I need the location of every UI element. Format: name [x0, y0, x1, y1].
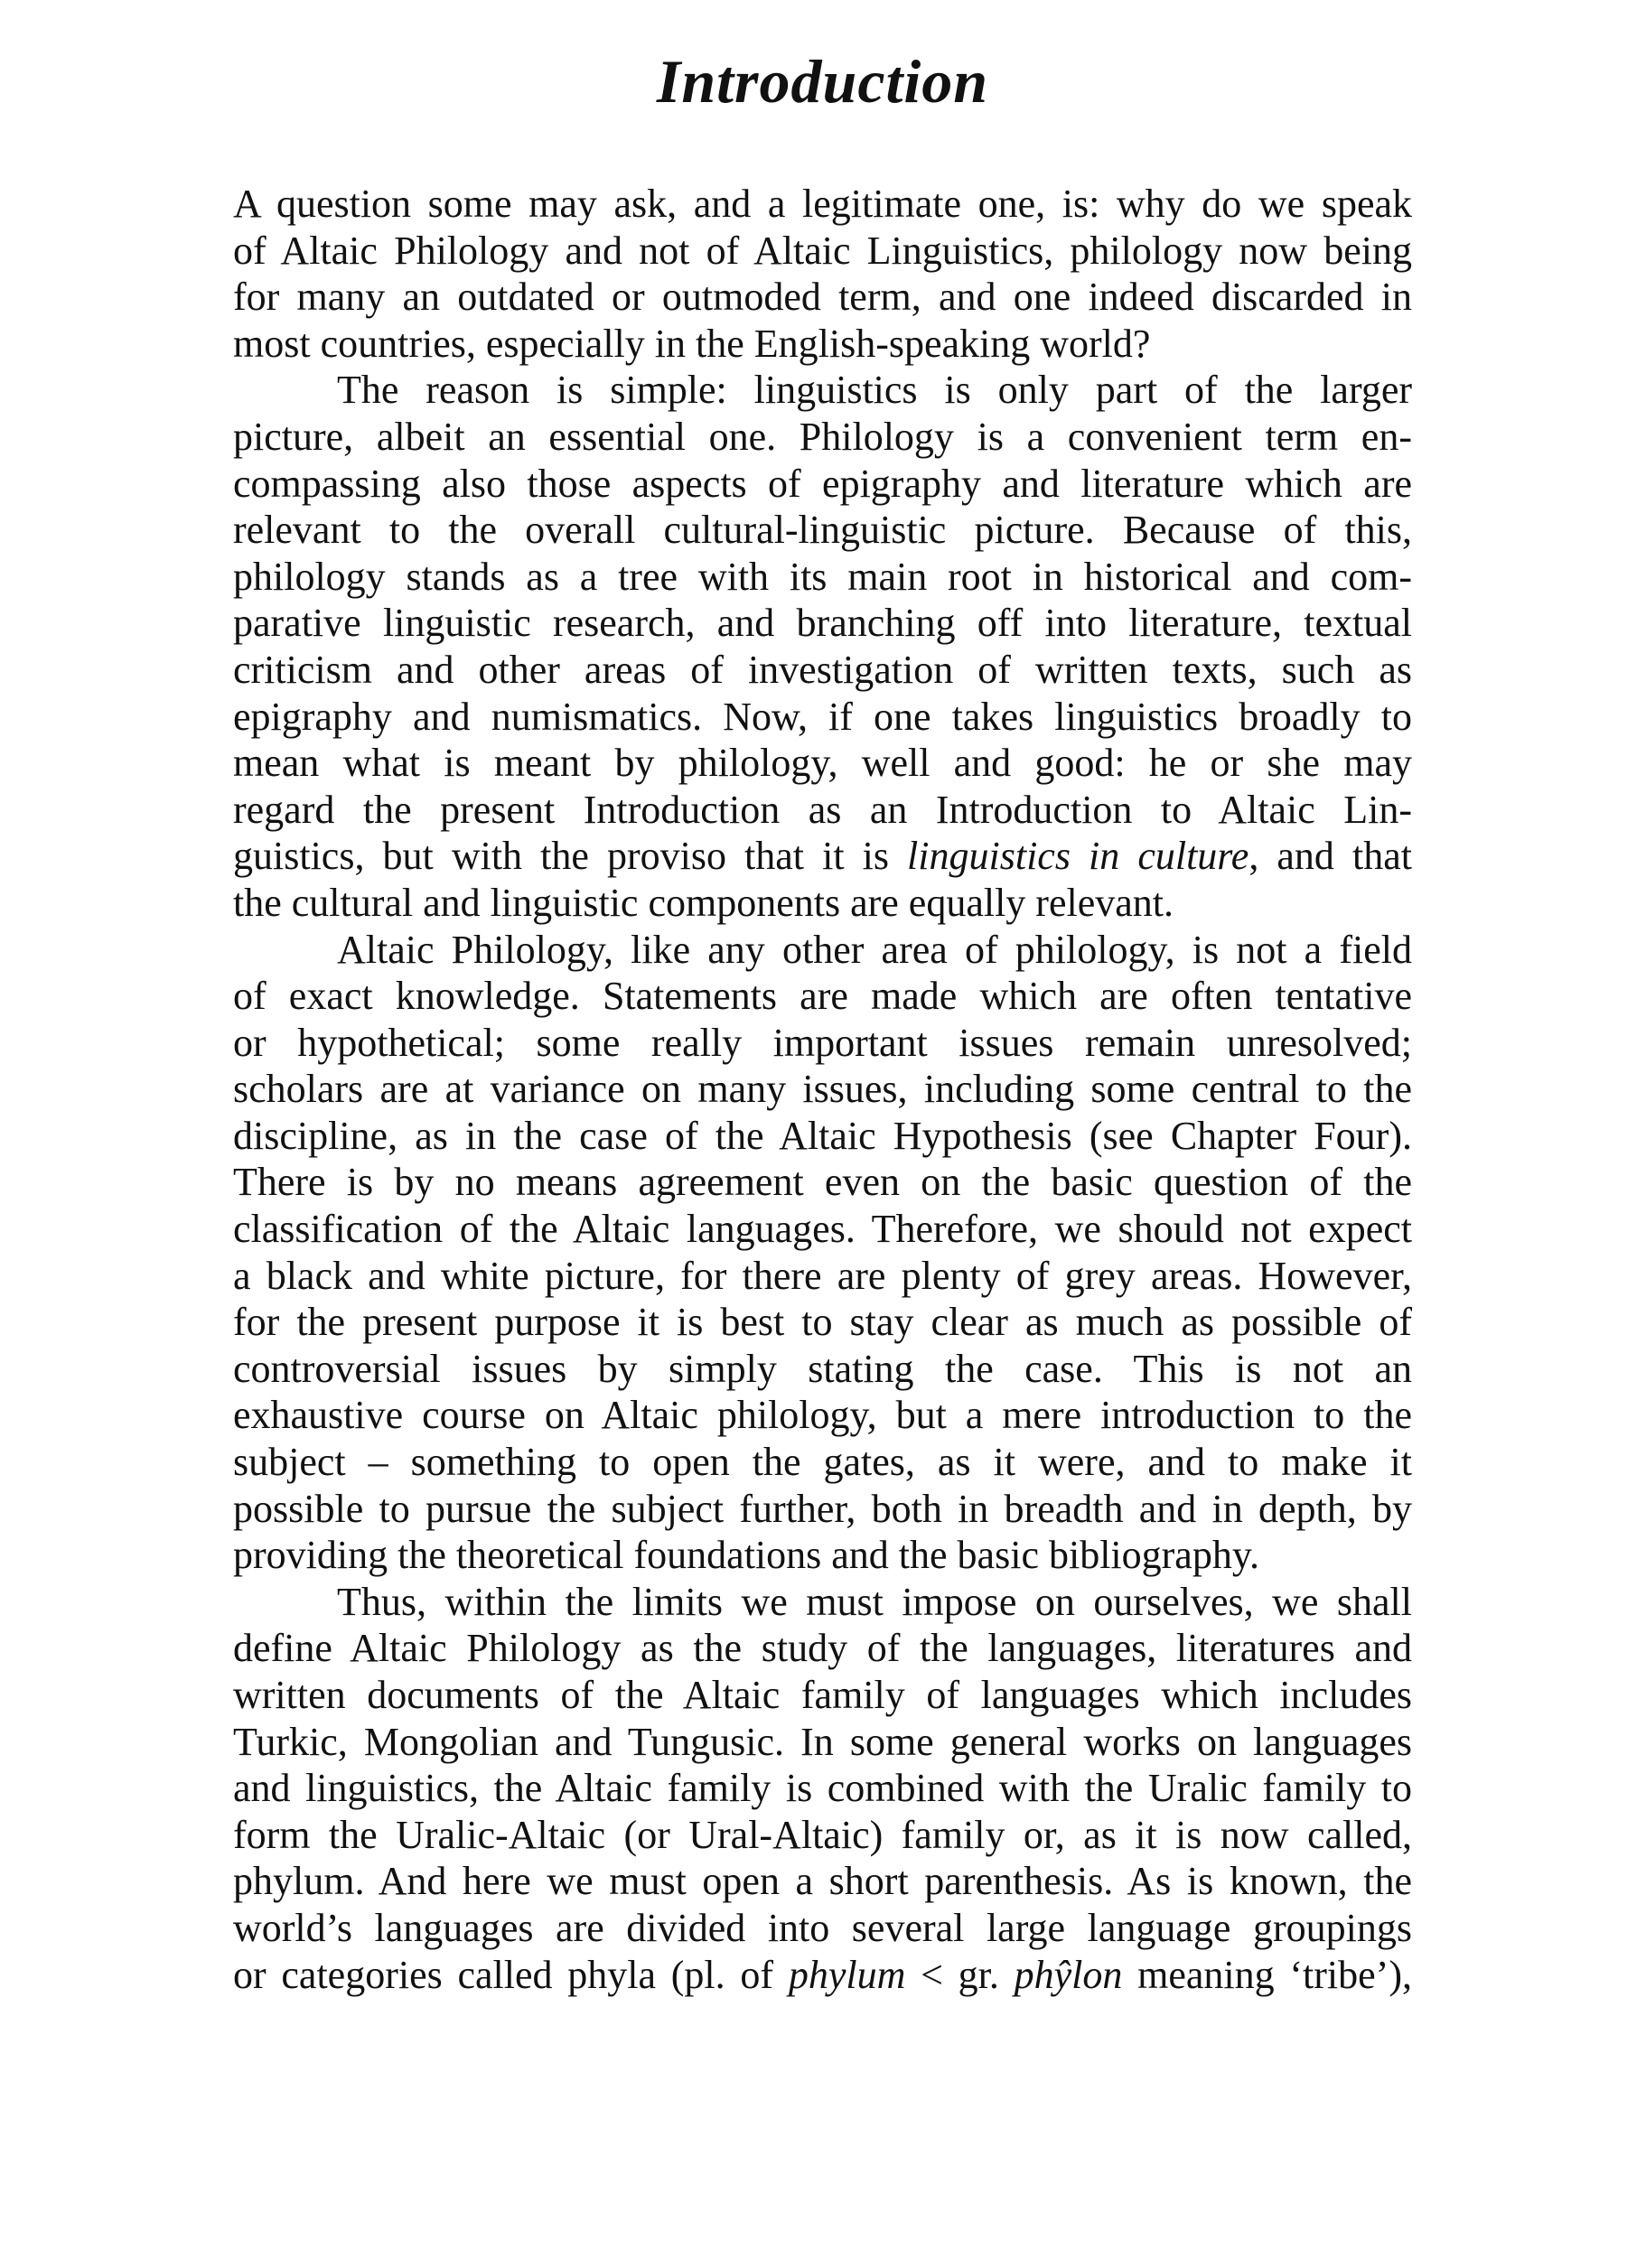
text-line: Altaic Philology, like any other area of philology, is not a field: [337, 927, 1412, 972]
text-line: phylum. And here we must open a short parenthesis. As is known, the: [233, 1859, 1412, 1904]
text-line: guistics, but with the proviso that it is linguistics in culture, and that: [233, 834, 1412, 879]
paragraph: [233, 181, 1412, 367]
text-line: The reason is simple: linguistics is only part of the larger: [337, 368, 1412, 413]
text-line: world’s languages are divided into several large language groupings: [233, 1905, 1412, 1950]
italic-term: linguistics in culture: [907, 834, 1249, 879]
text-line: parative linguistic research, and branching off into literature, textual: [233, 601, 1412, 646]
text-line: written documents of the Altaic family of languages which includes: [233, 1673, 1412, 1717]
text-line: mean what is meant by philology, well and good: he or she may: [233, 741, 1412, 786]
text-line: regard the present Introduction as an Introduction to Altaic Lin-: [233, 787, 1412, 832]
text-line: criticism and other areas of investigation of written texts, such as: [233, 647, 1412, 692]
text-line: subject – something to open the gates, as it were, and to make it: [233, 1440, 1412, 1485]
text-line: or categories called phyla (pl. of phylum < gr. phŷlon meaning ‘tribe’),: [233, 1952, 1412, 1997]
text-line: of Altaic Philology and not of Altaic Linguistics, philology now being: [233, 228, 1412, 273]
text-line: or hypothetical; some really important issues remain unresolved;: [233, 1020, 1412, 1065]
text-line: most countries, especially in the English-speaking world?: [233, 321, 1151, 366]
text-line: define Altaic Philology as the study of the languages, literatures and: [233, 1626, 1412, 1671]
text-line: Turkic, Mongolian and Tungusic. In some general works on languages: [233, 1719, 1412, 1764]
text-line: classification of the Altaic languages. Therefore, we should not expect: [233, 1207, 1412, 1252]
paragraph: [233, 1579, 1412, 1998]
text-line: scholars are at variance on many issues, including some central to the: [233, 1067, 1412, 1112]
text-line: Thus, within the limits we must impose on ourselves, we shall: [337, 1579, 1412, 1624]
text-line: relevant to the overall cultural-linguistic picture. Because of this,: [233, 508, 1412, 553]
italic-term: phylum: [788, 1952, 906, 1997]
text-line: picture, albeit an essential one. Philology is a convenient term en-: [233, 414, 1412, 459]
page: [233, 36, 1412, 1998]
text-line: of exact knowledge. Statements are made which are often tentative: [233, 974, 1412, 1019]
body-text: [233, 181, 1412, 1998]
text-line: the cultural and linguistic components are equally relevant.: [233, 880, 1174, 925]
italic-term: phŷlon: [1014, 1952, 1123, 1997]
chapter-title: Introduction: [656, 47, 989, 116]
text-line: for the present purpose it is best to stay clear as much as possible of: [233, 1300, 1412, 1345]
text-line: compassing also those aspects of epigraphy and literature which are: [233, 461, 1412, 506]
text-line: form the Uralic-Altaic (or Ural-Altaic) family or, as it is now called,: [233, 1812, 1412, 1857]
text-line: There is by no means agreement even on the basic question of the: [233, 1160, 1412, 1205]
text-line: exhaustive course on Altaic philology, but a mere introduction to the: [233, 1393, 1412, 1438]
paragraph: [233, 927, 1412, 1579]
text-line: and linguistics, the Altaic family is combined with the Uralic family to: [233, 1766, 1412, 1811]
text-line: discipline, as in the case of the Altaic Hypothesis (see Chapter Four).: [233, 1113, 1412, 1158]
text-line: A question some may ask, and a legitimate one, is: why do we speak: [233, 182, 1412, 226]
paragraph: [233, 367, 1412, 926]
text-line: for many an outdated or outmoded term, and one indeed discarded in: [233, 275, 1412, 320]
text-line: possible to pursue the subject further, both in breadth and in depth, by: [233, 1486, 1412, 1531]
text-line: controversial issues by simply stating the case. This is not an: [233, 1346, 1412, 1391]
text-line: a black and white picture, for there are plenty of grey areas. However,: [233, 1253, 1412, 1298]
text-line: epigraphy and numismatics. Now, if one takes linguistics broadly to: [233, 694, 1412, 739]
text-line: providing the theoretical foundations and the basic bibliography.: [233, 1533, 1259, 1578]
text-line: philology stands as a tree with its main root in historical and com-: [233, 554, 1412, 599]
